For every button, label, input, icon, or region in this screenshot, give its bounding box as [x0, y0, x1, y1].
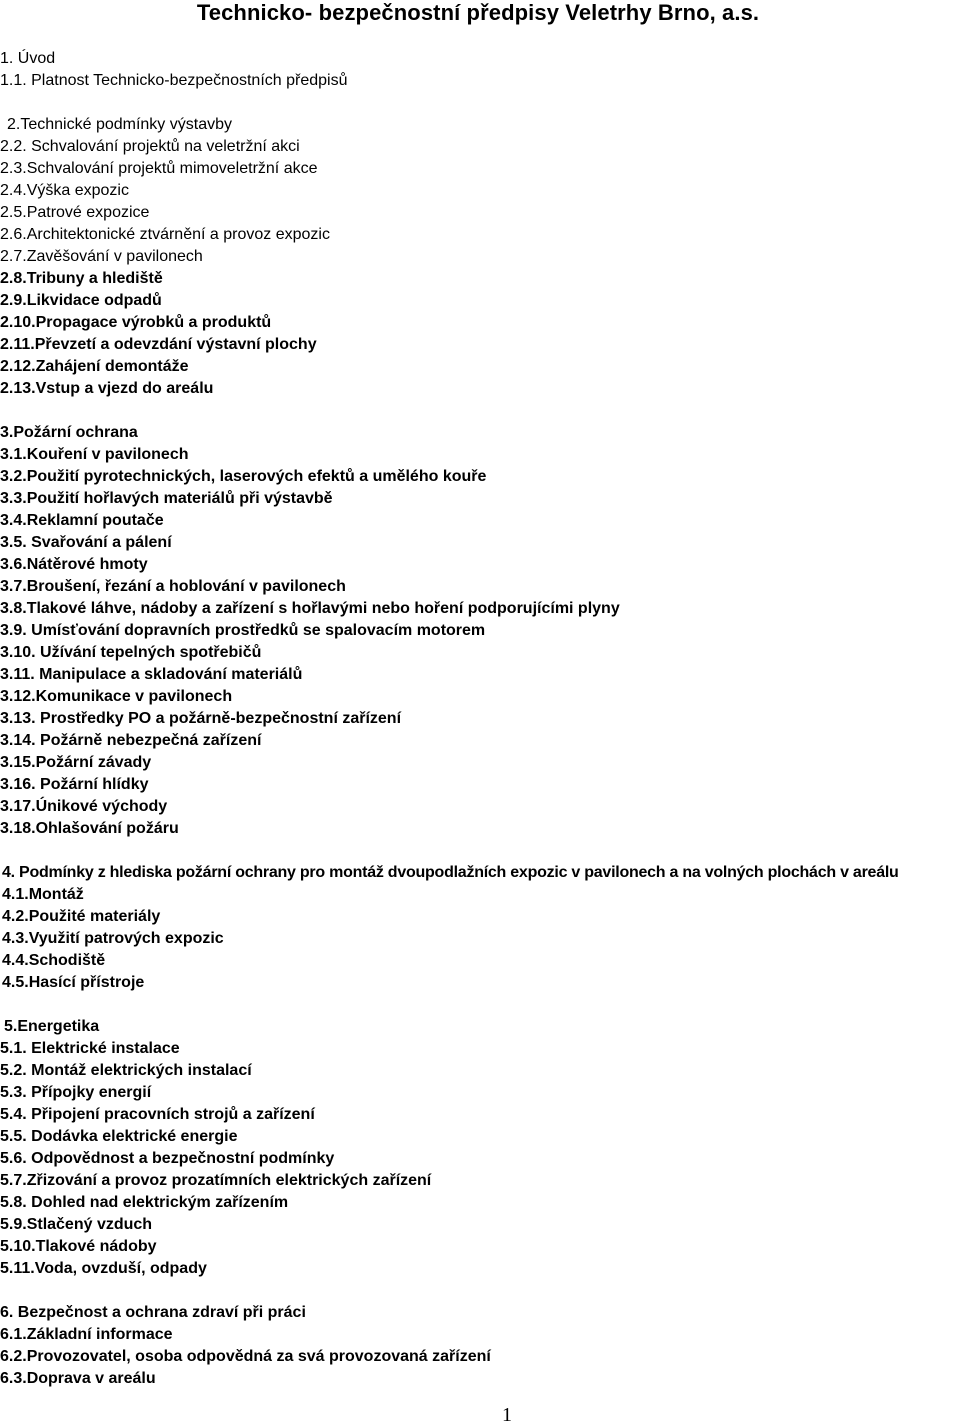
toc-item: 3.6.Nátěrové hmoty: [0, 556, 148, 573]
toc-item: 3.Požární ochrana: [0, 424, 138, 441]
toc-item: 3.11. Manipulace a skladování materiálů: [0, 666, 303, 683]
toc-item: 2.2. Schvalování projektů na veletržní akci: [0, 138, 300, 155]
toc-item: 5.11.Voda, ovzduší, odpady: [0, 1260, 207, 1277]
toc-item: 5.9.Stlačený vzduch: [0, 1216, 153, 1233]
toc-item: 4.3.Využití patrových expozic: [2, 930, 224, 947]
toc-item: 5.10.Tlakové nádoby: [0, 1238, 157, 1255]
toc-item: 5.Energetika: [4, 1018, 100, 1035]
toc-item: 3.3.Použití hořlavých materiálů při výstavbě: [0, 490, 333, 507]
toc-item: 5.2. Montáž elektrických instalací: [0, 1062, 252, 1079]
page-number-text: 1: [502, 1404, 512, 1426]
toc-item: 2.Technické podmínky výstavby: [7, 116, 232, 133]
toc-item: 5.7.Zřizování a provoz prozatímních elektrických zařízení: [0, 1172, 432, 1189]
toc-item: 2.9.Likvidace odpadů: [0, 292, 162, 309]
document-title-text: Technicko- bezpečnostní předpisy Veletrhy Brno, a.s.: [196, 0, 760, 25]
toc-item: 3.7.Broušení, řezání a hoblování v pavilonech: [0, 578, 346, 595]
toc-item: 3.13. Prostředky PO a požárně-bezpečnostní zařízení: [0, 710, 402, 727]
toc-item: 4.5.Hasící přístroje: [2, 974, 145, 991]
toc-item: 3.9. Umísťování dopravních prostředků se spalovacím motorem: [0, 622, 486, 639]
toc-item: 3.18.Ohlašování požáru: [0, 820, 179, 837]
toc-item: 3.8.Tlakové láhve, nádoby a zařízení s hořlavými nebo hoření podporujícími plyny: [0, 600, 620, 617]
toc-item: 6.1.Základní informace: [0, 1326, 173, 1343]
toc-item: 2.6.Architektonické ztvárnění a provoz expozic: [0, 226, 330, 243]
toc-item: 2.12.Zahájení demontáže: [0, 358, 189, 375]
toc-item: 2.13.Vstup a vjezd do areálu: [0, 380, 214, 397]
toc-item: 3.1.Kouření v pavilonech: [0, 446, 189, 463]
toc-item: 2.11.Převzetí a odevzdání výstavní plochy: [0, 336, 317, 353]
toc-item: 5.4. Připojení pracovních strojů a zařízení: [0, 1106, 315, 1123]
toc-item: 5.1. Elektrické instalace: [0, 1040, 180, 1057]
toc-item: 2.8.Tribuny a hlediště: [0, 270, 163, 287]
toc-item: 3.14. Požárně nebezpečná zařízení: [0, 732, 262, 749]
toc-item: 1. Úvod: [0, 50, 56, 67]
toc-item: 4.2.Použité materiály: [2, 908, 161, 925]
toc-item: 4.1.Montáž: [2, 886, 84, 903]
toc-item: 5.6. Odpovědnost a bezpečnostní podmínky: [0, 1150, 335, 1167]
toc-item: 3.16. Požární hlídky: [0, 776, 149, 793]
page-number: [0, 1404, 960, 1426]
toc-item: 1.1. Platnost Technicko-bezpečnostních předpisů: [0, 72, 348, 89]
toc-item: 3.17.Únikové východy: [0, 798, 168, 815]
toc-item: 2.10.Propagace výrobků a produktů: [0, 314, 272, 331]
toc-item: 3.10. Užívání tepelných spotřebičů: [0, 644, 262, 661]
toc-item: 6.2.Provozovatel, osoba odpovědná za svá provozovaná zařízení: [0, 1348, 491, 1365]
toc-item: 3.2.Použití pyrotechnických, laserových efektů a umělého kouře: [0, 468, 487, 485]
toc-item: 5.8. Dohled nad elektrickým zařízením: [0, 1194, 289, 1211]
toc-item: 3.5. Svařování a pálení: [0, 534, 172, 551]
toc-item: 2.4.Výška expozic: [0, 182, 129, 199]
toc-item: 4.4.Schodiště: [2, 952, 106, 969]
toc-item: 2.3.Schvalování projektů mimoveletržní akce: [0, 160, 318, 177]
toc-item: 3.4.Reklamní poutače: [0, 512, 164, 529]
toc-item: 2.7.Zavěšování v pavilonech: [0, 248, 203, 265]
toc-item: 6.3.Doprava v areálu: [0, 1370, 156, 1387]
toc-item: 5.3. Přípojky energií: [0, 1084, 152, 1101]
toc-item: 5.5. Dodávka elektrické energie: [0, 1128, 238, 1145]
toc-item: 6. Bezpečnost a ochrana zdraví při práci: [0, 1304, 306, 1321]
toc-item: 3.15.Požární závady: [0, 754, 152, 771]
toc-item: 4. Podmínky z hlediska požární ochrany pro montáž dvoupodlažních expozic v pavilonech a na volných plochách v areálu: [2, 864, 899, 881]
toc-item: 2.5.Patrové expozice: [0, 204, 150, 221]
toc-item: 3.12.Komunikace v pavilonech: [0, 688, 233, 705]
